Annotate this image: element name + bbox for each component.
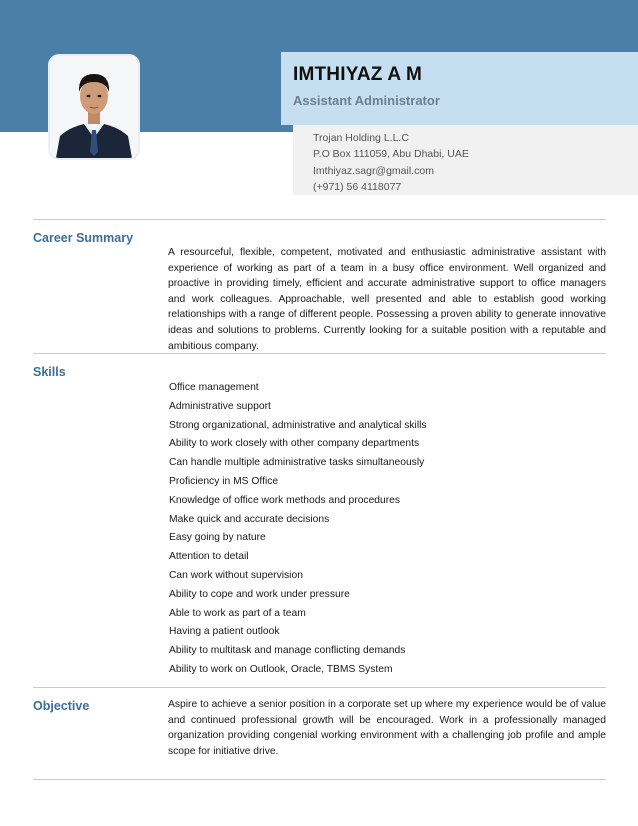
skill-item: Ability to work closely with other company departments: [169, 438, 420, 450]
job-title: Assistant Administrator: [293, 93, 440, 108]
contact-address: P.O Box 111059, Abu Dhabi, UAE: [313, 148, 469, 161]
skill-item: Make quick and accurate decisions: [169, 513, 330, 525]
skill-item: Easy going by nature: [169, 532, 266, 544]
objective-text: Aspire to achieve a senior position in a corporate set up where my experience would be of value and continued professional growth will be encouraged. Work in a professionally managed organization providing congenial working environment with a challenging job profile and ample scope for initiative drive.: [168, 699, 606, 757]
skill-item: Attention to detail: [169, 551, 249, 563]
divider: [33, 219, 606, 220]
skill-item: Can handle multiple administrative tasks simultaneously: [169, 457, 425, 469]
career-summary-heading: Career Summary: [33, 231, 134, 245]
skill-item: Strong organizational, administrative and analytical skills: [169, 419, 427, 431]
career-summary-text: A resourceful, flexible, competent, motivated and enthusiastic administrative assistant with experience of working as part of a team in a busy office environment. Well organized and proactive in providing timely, efficient and accurate administrative support to office managers and work colleagues. Approachable, well presented and able to establish good working relationships with a range of different people. Possessing a proven ability to generate innovative ideas and solutions to problems. Currently looking for a suitable position with a reputable and ambitious company.: [168, 247, 606, 352]
skill-item: Ability to cope and work under pressure: [169, 588, 350, 600]
skill-item: Able to work as part of a team: [169, 607, 306, 619]
name-panel: [281, 52, 638, 125]
skill-item: Administrative support: [169, 400, 271, 412]
person-name: IMTHIYAZ A M: [293, 64, 423, 85]
skill-item: Knowledge of office work methods and procedures: [169, 494, 401, 506]
skills-list: [169, 379, 427, 680]
skill-item: Office management: [169, 382, 259, 393]
contact-details: [313, 130, 469, 195]
divider: [33, 779, 606, 780]
divider: [33, 353, 606, 354]
contact-company: Trojan Holding L.L.C: [313, 132, 409, 144]
skill-item: Proficiency in MS Office: [169, 475, 279, 487]
objective-heading: Objective: [33, 699, 90, 713]
contact-phone: (+971) 56 4118077: [313, 180, 402, 193]
contact-email: Imthiyaz.sagr@gmail.com: [313, 164, 434, 177]
skill-item: Can work without supervision: [169, 569, 303, 581]
skills-heading: Skills: [33, 365, 66, 379]
profile-photo: [50, 56, 138, 158]
skill-item: Ability to multitask and manage conflicting demands: [169, 645, 406, 657]
divider: [33, 687, 606, 688]
skill-item: Having a patient outlook: [169, 626, 280, 638]
skill-item: Ability to work on Outlook, Oracle, TBMS System: [169, 663, 393, 675]
